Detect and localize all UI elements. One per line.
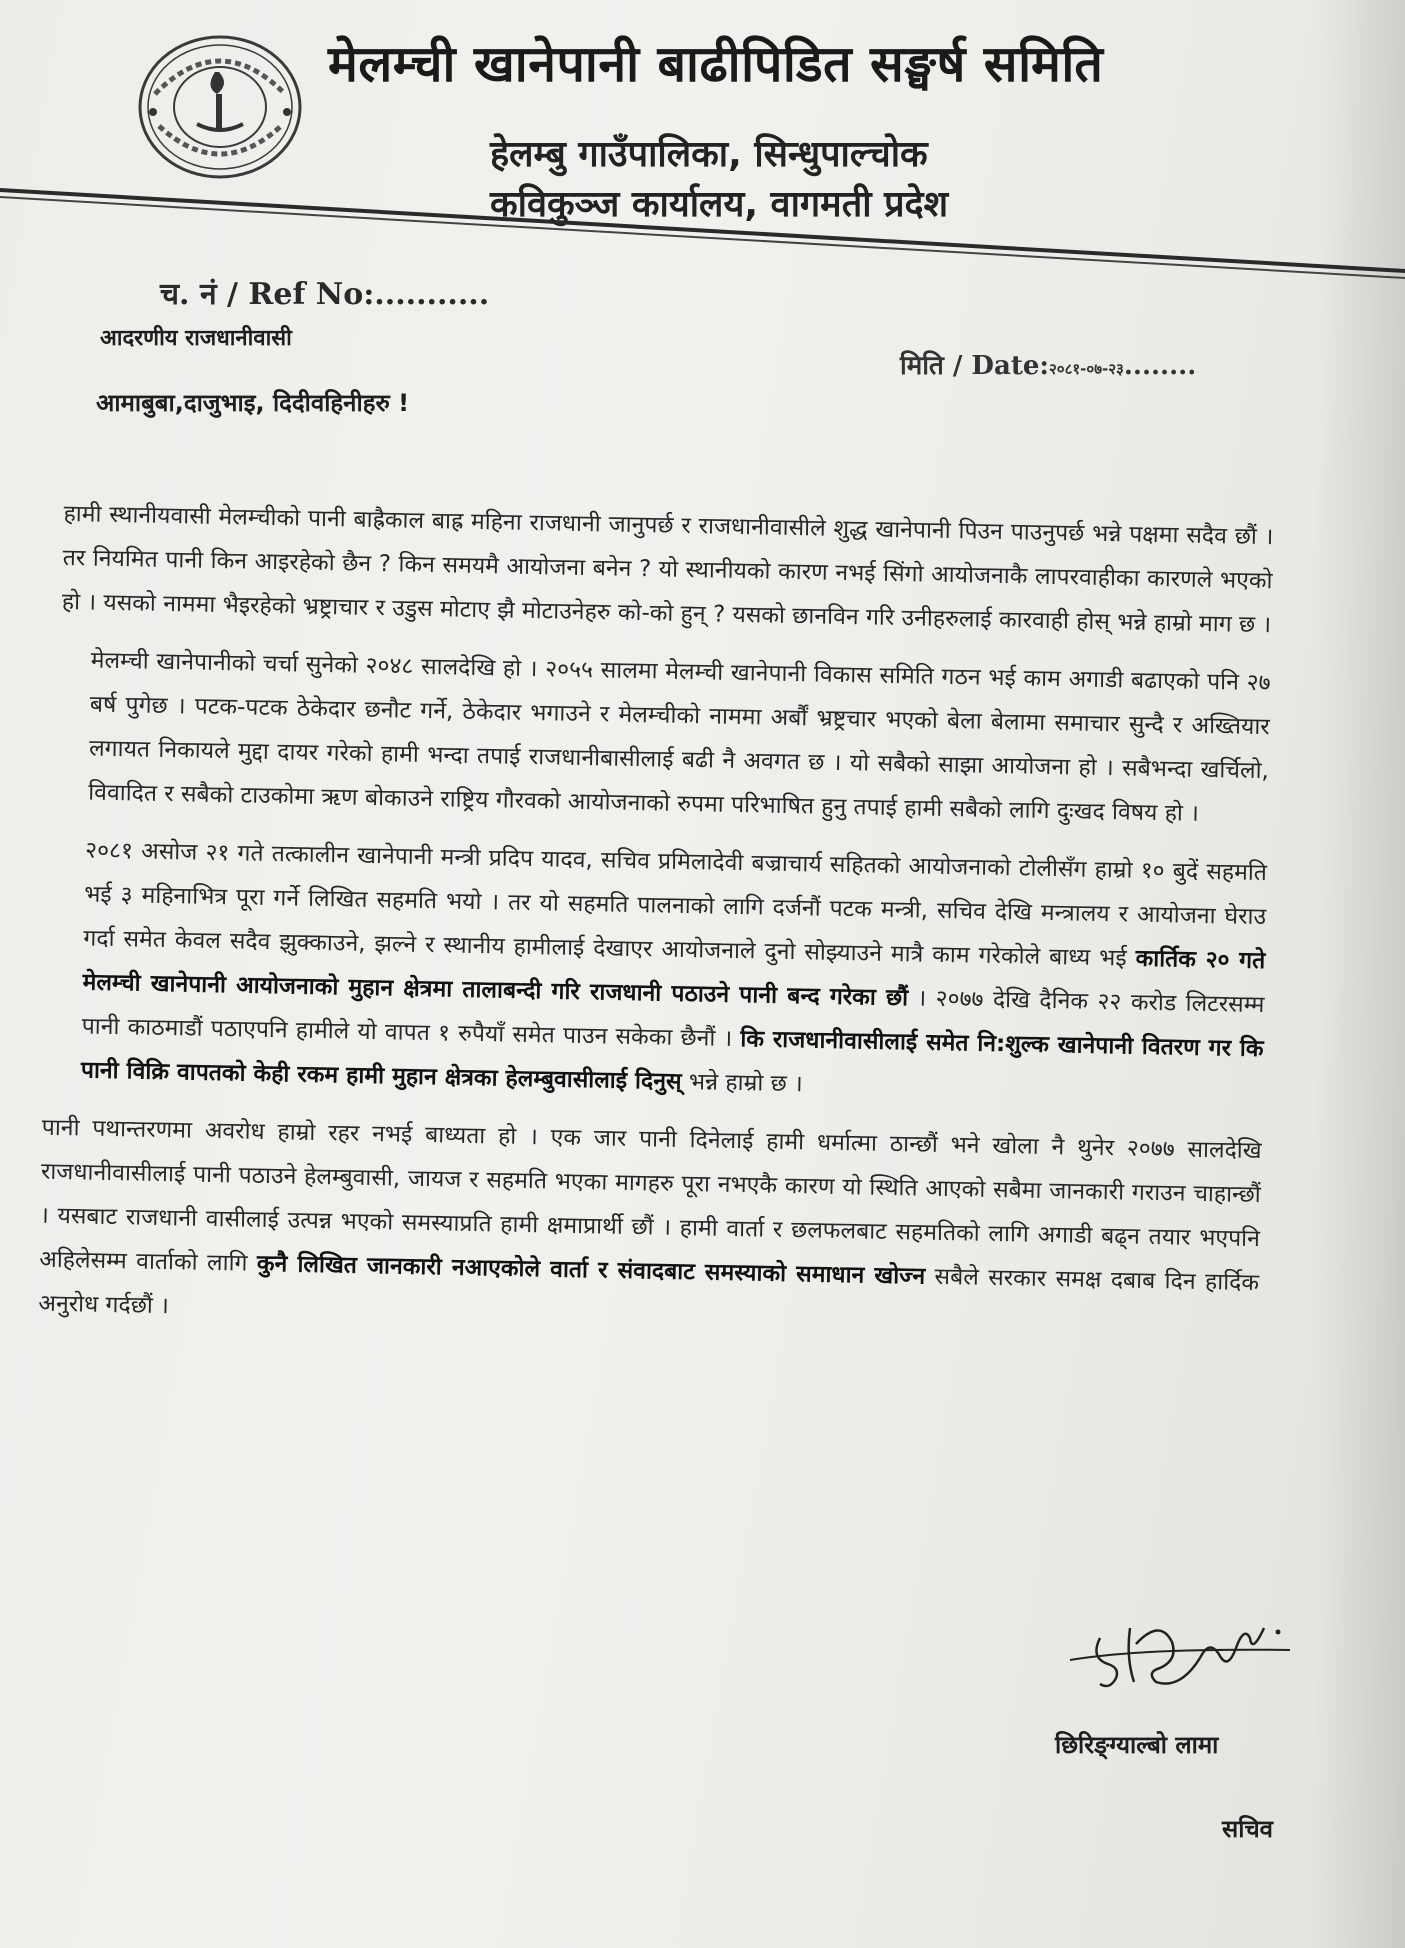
organization-seal (135, 32, 305, 182)
paragraph-4 (38, 1106, 1262, 1349)
page-shadow (1315, 0, 1405, 1948)
organization-address: हेलम्बु गाउँपालिका, सिन्धुपाल्चोक (490, 134, 928, 175)
signatory-title: सचिव (1222, 1815, 1274, 1843)
paragraph-4-bold: कुनै लिखित जानकारी नआएकोले वार्ता र संवादबाट समस्याको समाधान खोज्न (256, 1250, 926, 1290)
paragraph-4-text-b: सबैले सरकार समक्ष दबाब दिन हार्दिक अनुरोध गर्दछौं । (38, 1263, 1260, 1320)
office-location: कविकुञ्ज कार्यालय, वागमती प्रदेश (490, 184, 949, 225)
letter-body (38, 492, 1274, 1363)
paragraph-3-text-c: भन्ने हाम्रो छ । (681, 1068, 804, 1098)
paragraph-2: मेलम्ची खानेपानीको चर्चा सुनेको २०४८ सालदेखि हो । २०५५ सालमा मेलम्ची खानेपानी विकास समिति गठन भई काम अगाडी बढाएको पनि २७ बर्ष पुगेछ । पटक-पटक ठेकेदार छनौट गर्ने, ठेकेदार भगाउने र मेलम्चीको नाममा अर्बौं भ्रष्ट्रचार भएको बेला बेलामा समाचार सुन्दै र अख्तियार लगायत निकायले मुद्दा दायर गरेको हामी भन्दा तपाई राजधानीबासीलाई बढी नै अवगत छ । यो सबैको साझा आयोजना हो । सबैभन्दा खर्चिलो, विवादित र सबैको टाउकोमा ऋण बोकाउने राष्ट्रिय गौरवको आयोजनाको रुपमा परिभाषित हुनु तपाई हामी सबैको लागि दुःखद विषय हो । (87, 647, 1271, 827)
paragraph-1: हामी स्थानीयवासी मेलम्चीको पानी बाह्रैकाल बाह्र महिना राजधानी जानुपर्छ र राजधानीवासीले शुद्ध खानेपानी पिउन पाउनुपर्छ भन्ने पक्षमा सदैव छौं । तर नियमित पानी किन आइरहेको छैन ? किन समयमै आयोजना बनेन ? यो स्थानीयको कारण नभई सिंगो आयोजनाकै लापरवाहीका कारणले भएको हो । यसको नाममा भैइरहेको भ्रष्ट्राचार र उडुस मोटाए झै मोटाउनेहरु को-को हुन् ? यसको छानविन गरि उनीहरुलाई कारवाही होस् भन्ने हाम्रो माग छ । (61, 500, 1274, 639)
signatory-name: छिरिङ्ग्याल्बो लामा (1055, 1731, 1219, 1759)
date-label: मिति / Date: (900, 351, 1049, 381)
organization-name: मेलम्ची खानेपानी बाढीपिडित सङ्घर्ष समिति (328, 35, 1104, 93)
handwritten-signature (1060, 1598, 1300, 1718)
paragraph-3-bold-b: कि राजधानीवासीलाई समेत नि:शुल्क खानेपानी वितरण गर कि पानी विक्रि वापतको केही रकम हामी मुहान क्षेत्रका हेलम्बुवासीलाई दिनुस् (80, 1026, 1264, 1095)
date-value: २०८१-०७-२३ (1048, 360, 1124, 378)
reference-number: च. नं / Ref No:........... (160, 277, 490, 312)
paragraph-3-text-a: २०८१ असोज २१ गते तत्कालीन खानेपानी मन्त्री प्रदिप यादव, सचिव प्रमिलादेवी बज्राचार्य सहितको आयोजनाको टोलीसँग हाम्रो १० बुदें सहमति भई ३ महिनाभित्र पूरा गर्ने लिखित सहमति भयो । तर यो सहमति पालनाको लागि दर्जनौं पटक मन्त्री, सचिव देखि मन्त्रालय र आयोजना घेराउ गर्दा समेत केवल सदैव झुक्काउने, झल्ने र स्थानीय हामीलाई देखाएर आयोजनाले दुनो सोझ्याउने मात्रै काम गरेकोले बाध्य भई (83, 837, 1268, 972)
paragraph-3 (80, 828, 1267, 1115)
paragraph-3-text-b: । २०७७ देखि दैनिक २२ करोड लिटरसम्म पानी काठमाडौं पठाएपनि हामीले यो वापत १ रुपैयाँ समेत पाउन सकेका छैनौं । (81, 985, 1265, 1053)
salutation: आदरणीय राजधानीवासी (100, 326, 292, 351)
date-field (900, 346, 1196, 382)
greeting: आमाबुबा,दाजुभाइ, दिदीवहिनीहरु ! (96, 389, 410, 417)
paragraph-3-bold-a: कार्तिक २० गते मेलम्ची खानेपानी आयोजनाको मुहान क्षेत्रमा तालाबन्दी गरि राजधानी पठाउने पानी बन्द गरेका छौं (82, 945, 1266, 1012)
date-dots: ........ (1123, 351, 1197, 381)
paragraph-4-text-a: पानी पथान्तरणमा अवरोध हाम्रो रहर नभई बाध्यता हो । एक जार पानी दिनेलाई हामी धर्मात्मा ठान्छौं भने खोला नै थुनेर २०७७ सालदेखि राजधानीवासीलाई पानी पठाउने हेलम्बुवासी, जायज र सहमति भएका मागहरु पूरा नभएकै कारण यो स्थिति आएको सबैमा जानकारी गराउन चाहान्छौं । यसबाट राजधानी वासीलाई उत्पन्न भएको समस्याप्रति हामी क्षमाप्रार्थी छौं । हामी वार्ता र छलफलबाट सहमतिको लागि अगाडी बढ्न तयार भएपनि अहिलेसम्म वार्ताको लागि (39, 1114, 1262, 1277)
